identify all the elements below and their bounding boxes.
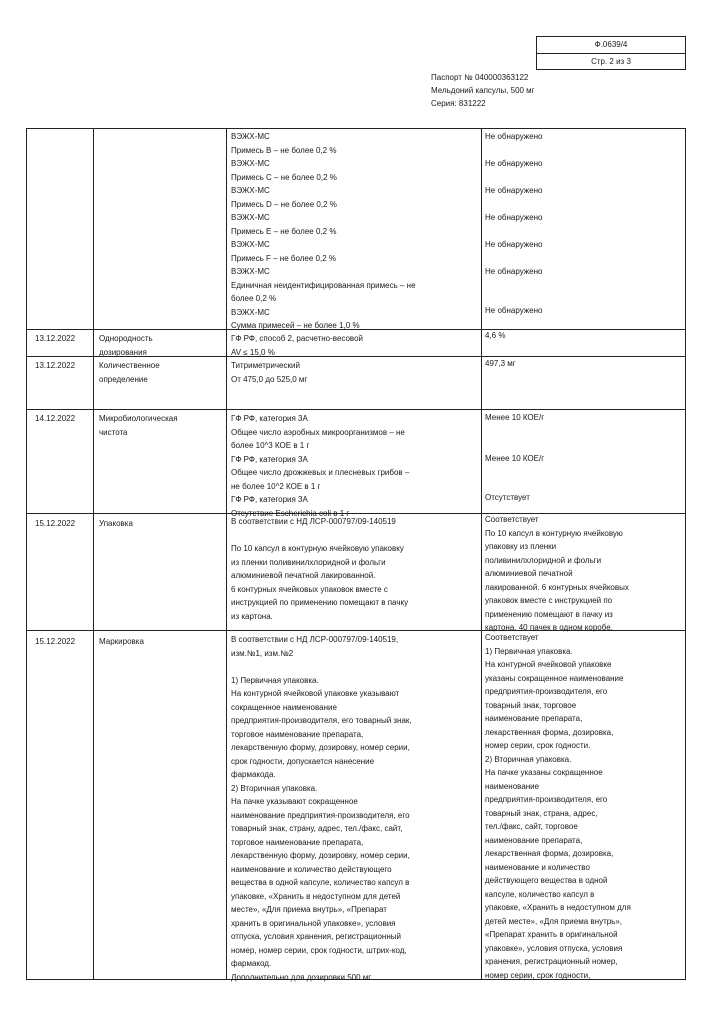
product-name: Мельдоний капсулы, 500 мг bbox=[431, 86, 535, 95]
aerobic-result: Менее 10 КОЕ/г bbox=[485, 413, 545, 422]
row-requirement: В соответствии с НД ЛСР-000797/09-140519, изм.№1, изм.№2 1) Первичная упаковка. На контурной ячейковой упаковке указывают сокращенное наименование предприятия-производителя, его товарный знак, торговое наименование препарата, лекарственную форму, дозировку, номер серии, срок годности, допускается нанесение фармакода. 2) Вторичная упаковка. На пачке указывают сокращенное наименование предприятия-производителя, его товарный знак, страну, адрес, тел./факс, сайт, торговое наименование препарата, лекарственную форму, дозировку, номер серии, наименование и количество действующего вещества в одной капсуле, количество капсул в упаковке, «Хранить в недоступном для детей месте», «Для приема внутрь», «Препарат хранить в оригинальной упаковке», условия отпуска, условия хранения, регистрационный номер, номер серии, срок годности, штрих-код, фармакод. Дополнительно для дозировки 500 мг bbox=[231, 635, 412, 982]
unidentified-impurity-result: Не обнаружено bbox=[485, 267, 543, 276]
column-divider bbox=[93, 129, 94, 979]
total-impurities-result: Не обнаружено bbox=[485, 306, 543, 315]
row-requirement: Титриметрический От 475,0 до 525,0 мг bbox=[231, 361, 308, 384]
form-code: Ф.0639/4 bbox=[594, 40, 628, 49]
column-divider bbox=[481, 129, 482, 979]
row-test-name: Упаковка bbox=[99, 519, 133, 528]
row-date: 15.12.2022 bbox=[35, 519, 76, 528]
row-requirement: ГФ РФ, категория 3А Общее число аэробных микроорганизмов – не более 10^3 КОЕ в 1 г ГФ РФ, категория 3А Общее число дрожжевых и плесневых грибов – не более 10^2 КОЕ в 1 г ГФ РФ, категория 3А Отсутствие Escherichia coli в 1 г bbox=[231, 414, 410, 518]
row-result: 497,3 мг bbox=[485, 359, 516, 368]
test-results-table bbox=[26, 128, 686, 980]
row-result: Соответствует По 10 капсул в контурную ячейковую упаковку из пленки поливинилхлоридной и фольги алюминиевой печатной лакированной. 6 контурных ячейковых упаковок вместе с инструкцией по применению помещают в пачку из картона. 40 пачек в одном коробе. bbox=[485, 515, 629, 632]
page-number: Стр. 2 из 3 bbox=[537, 53, 685, 70]
impurity-e-result: Не обнаружено bbox=[485, 213, 543, 222]
impurity-f-result: Не обнаружено bbox=[485, 240, 543, 249]
row-test-name: Однородность дозирования bbox=[99, 334, 153, 357]
e-coli-result: Отсутствует bbox=[485, 493, 530, 502]
column-divider bbox=[226, 129, 227, 979]
yeast-mold-result: Менее 10 КОЕ/г bbox=[485, 454, 545, 463]
passport-number: Паспорт № 040000363122 bbox=[431, 73, 529, 82]
row-test-name: Микробиологическая чистота bbox=[99, 414, 178, 437]
row-divider bbox=[27, 409, 685, 410]
row-result: Соответствует 1) Первичная упаковка. На контурной ячейковой упаковке указаны сокращенное наименование предприятия-производителя, его товарный знак, торговое наименование препарата, лекарственная форма, дозировка, номер серии, срок годности. 2) Вторичная упаковка. На пачке указаны сокращенное наименование предприятия-производителя, его товарный знак, страна, адрес, тел./факс, сайт, торговое наименование препарата, лекарственная форма, дозировка, наименование и количество действующего вещества в одной капсуле, количество капсул в упаковке, «Хранить в недоступном для детей месте», «Для приема внутрь», «Препарат хранить в оригинальной упаковке», условия отпуска, условия хранения, регистрационный номер, номер серии, срок годности, bbox=[485, 633, 631, 980]
impurities-requirement: ВЭЖХ-МС Примесь B – не более 0,2 % ВЭЖХ-МС Примесь C – не более 0,2 % ВЭЖХ-МС Примесь D – не более 0,2 % ВЭЖХ-МС Примесь E – не более 0,2 % ВЭЖХ-МС Примесь F – не более 0,2 % ВЭЖХ-МС Единичная неидентифицированная примесь – не более 0,2 % ВЭЖХ-МС Сумма примесей – не более 1,0 % bbox=[231, 132, 416, 330]
row-date: 14.12.2022 bbox=[35, 414, 76, 423]
passport-header bbox=[431, 71, 535, 110]
impurity-c-result: Не обнаружено bbox=[485, 159, 543, 168]
series-number: Серия: 831222 bbox=[431, 99, 486, 108]
impurity-d-result: Не обнаружено bbox=[485, 186, 543, 195]
row-date: 13.12.2022 bbox=[35, 361, 76, 370]
row-date: 13.12.2022 bbox=[35, 334, 76, 343]
form-code-box bbox=[536, 36, 686, 70]
impurity-b-result: Не обнаружено bbox=[485, 132, 543, 141]
row-test-name: Количественное определение bbox=[99, 361, 160, 384]
row-result: 4,6 % bbox=[485, 331, 506, 340]
row-date: 15.12.2022 bbox=[35, 637, 76, 646]
row-requirement: В соответствии с НД ЛСР-000797/09-140519 По 10 капсул в контурную ячейковую упаковку из пленки поливинилхлоридной и фольги алюминиевой печатной лакированной. 6 контурных ячейковых упаковок вместе с инструкцией по применению помещают в пачку из картона. bbox=[231, 517, 409, 621]
row-test-name: Маркировка bbox=[99, 637, 144, 646]
row-requirement: ГФ РФ, способ 2, расчетно-весовой AV ≤ 15,0 % bbox=[231, 334, 364, 357]
